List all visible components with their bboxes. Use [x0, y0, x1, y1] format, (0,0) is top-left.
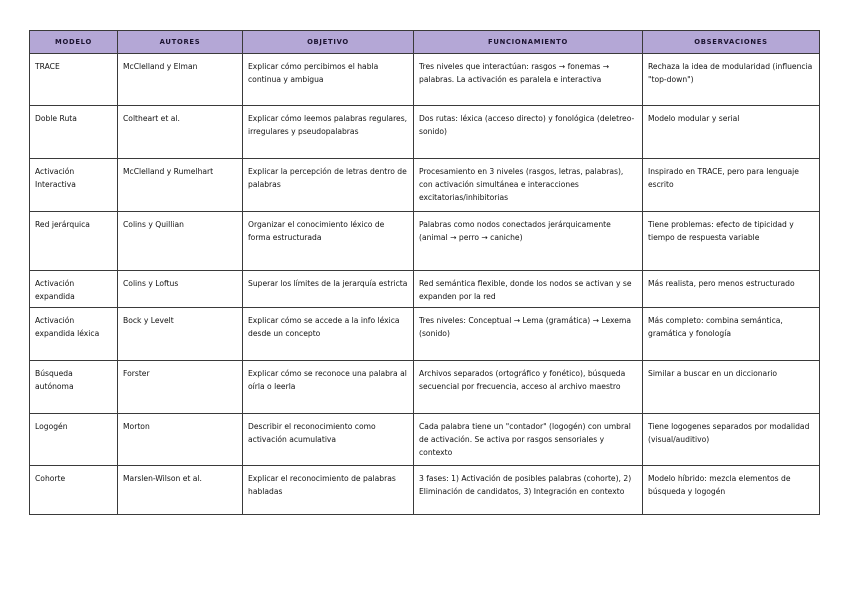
- cell-observaciones: Tiene logogenes separados por modalidad (visual/auditivo): [643, 414, 820, 466]
- table-row: [30, 466, 820, 515]
- cell-objetivo: Explicar el reconocimiento de palabras habladas: [243, 466, 414, 515]
- models-comparison-table: [29, 30, 820, 515]
- cell-funcionamiento: Tres niveles que interactúan: rasgos → fonemas → palabras. La activación es paralela e interactiva: [414, 54, 643, 106]
- cell-autores: Morton: [118, 414, 243, 466]
- cell-funcionamiento: Cada palabra tiene un "contador" (logogén) con umbral de activación. Se activa por rasgos sensoriales y contexto: [414, 414, 643, 466]
- table-row: [30, 414, 820, 466]
- cell-autores: McClelland y Elman: [118, 54, 243, 106]
- cell-objetivo: Explicar cómo se accede a la info léxica desde un concepto: [243, 308, 414, 361]
- table-row: [30, 308, 820, 361]
- table-row: [30, 106, 820, 159]
- cell-funcionamiento: Dos rutas: léxica (acceso directo) y fonológica (deletreo-sonido): [414, 106, 643, 159]
- cell-autores: Colins y Loftus: [118, 271, 243, 308]
- cell-modelo: Doble Ruta: [30, 106, 118, 159]
- cell-autores: Bock y Levelt: [118, 308, 243, 361]
- table-row: [30, 361, 820, 414]
- header-autores: AUTORES: [118, 31, 243, 54]
- cell-autores: Coltheart et al.: [118, 106, 243, 159]
- cell-funcionamiento: Archivos separados (ortográfico y fonético), búsqueda secuencial por frecuencia, acceso al archivo maestro: [414, 361, 643, 414]
- cell-autores: McClelland y Rumelhart: [118, 159, 243, 212]
- cell-funcionamiento: Red semántica flexible, donde los nodos se activan y se expanden por la red: [414, 271, 643, 308]
- cell-observaciones: Más completo: combina semántica, gramática y fonología: [643, 308, 820, 361]
- cell-objetivo: Explicar la percepción de letras dentro de palabras: [243, 159, 414, 212]
- cell-autores: Marslen-Wilson et al.: [118, 466, 243, 515]
- cell-observaciones: Modelo modular y serial: [643, 106, 820, 159]
- header-modelo: MODELO: [30, 31, 118, 54]
- table-row: [30, 159, 820, 212]
- cell-objetivo: Superar los límites de la jerarquía estricta: [243, 271, 414, 308]
- cell-modelo: Activación Interactiva: [30, 159, 118, 212]
- header-objetivo: OBJETIVO: [243, 31, 414, 54]
- cell-observaciones: Similar a buscar en un diccionario: [643, 361, 820, 414]
- cell-modelo: Activación expandida: [30, 271, 118, 308]
- cell-autores: Colins y Quillian: [118, 212, 243, 271]
- cell-objetivo: Explicar cómo percibimos el habla continua y ambigua: [243, 54, 414, 106]
- header-funcionamiento: FUNCIONAMIENTO: [414, 31, 643, 54]
- table-row: [30, 54, 820, 106]
- cell-modelo: Búsqueda autónoma: [30, 361, 118, 414]
- cell-funcionamiento: 3 fases: 1) Activación de posibles palabras (cohorte), 2) Eliminación de candidatos, 3) Integración en contexto: [414, 466, 643, 515]
- cell-observaciones: Tiene problemas: efecto de tipicidad y tiempo de respuesta variable: [643, 212, 820, 271]
- cell-objetivo: Describir el reconocimiento como activación acumulativa: [243, 414, 414, 466]
- table-row: [30, 212, 820, 271]
- cell-funcionamiento: Procesamiento en 3 niveles (rasgos, letras, palabras), con activación simultánea e interacciones excitatorias/inhibitorias: [414, 159, 643, 212]
- cell-observaciones: Modelo híbrido: mezcla elementos de búsqueda y logogén: [643, 466, 820, 515]
- table-row: [30, 271, 820, 308]
- cell-funcionamiento: Tres niveles: Conceptual → Lema (gramática) → Lexema (sonido): [414, 308, 643, 361]
- cell-observaciones: Rechaza la idea de modularidad (influencia "top-down"): [643, 54, 820, 106]
- cell-objetivo: Explicar cómo se reconoce una palabra al oírla o leerla: [243, 361, 414, 414]
- cell-autores: Forster: [118, 361, 243, 414]
- cell-modelo: Cohorte: [30, 466, 118, 515]
- header-observaciones: OBSERVACIONES: [643, 31, 820, 54]
- cell-observaciones: Más realista, pero menos estructurado: [643, 271, 820, 308]
- cell-modelo: TRACE: [30, 54, 118, 106]
- cell-funcionamiento: Palabras como nodos conectados jerárquicamente (animal → perro → caniche): [414, 212, 643, 271]
- cell-modelo: Red jerárquica: [30, 212, 118, 271]
- cell-objetivo: Organizar el conocimiento léxico de forma estructurada: [243, 212, 414, 271]
- table-header-row: [30, 31, 820, 54]
- cell-observaciones: Inspirado en TRACE, pero para lenguaje escrito: [643, 159, 820, 212]
- cell-modelo: Logogén: [30, 414, 118, 466]
- cell-modelo: Activación expandida léxica: [30, 308, 118, 361]
- cell-objetivo: Explicar cómo leemos palabras regulares, irregulares y pseudopalabras: [243, 106, 414, 159]
